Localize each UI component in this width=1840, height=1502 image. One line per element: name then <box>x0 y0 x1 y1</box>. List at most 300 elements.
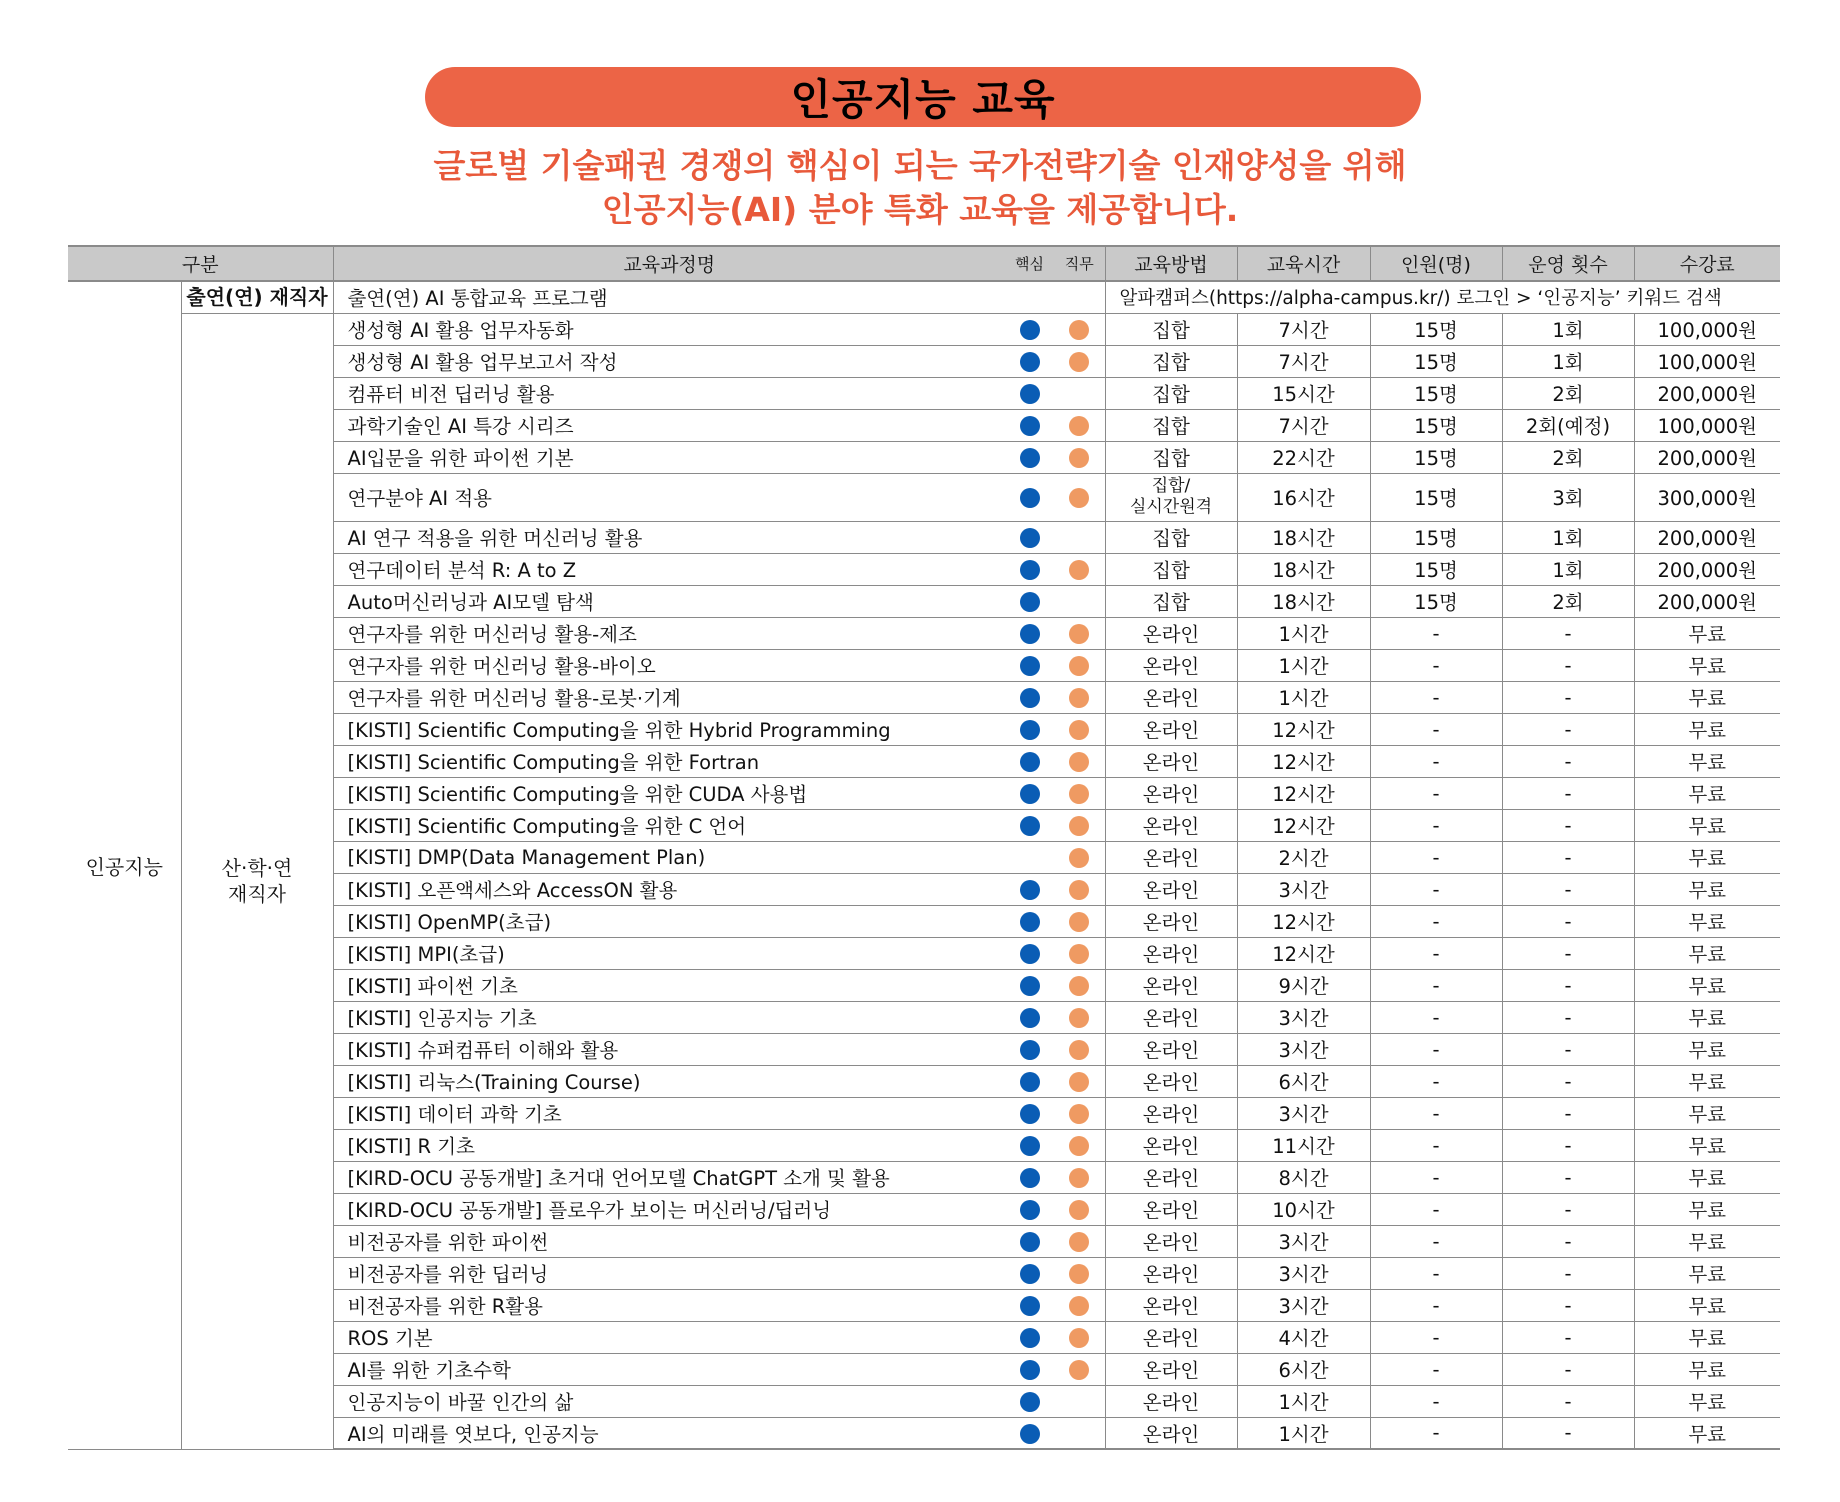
core-dot-icon <box>1020 656 1040 676</box>
job-cell <box>1054 345 1105 377</box>
core-cell <box>1005 809 1054 841</box>
hours-cell: 12시간 <box>1237 937 1370 969</box>
sessions-cell: - <box>1502 1417 1634 1449</box>
core-cell <box>1005 1193 1054 1225</box>
core-cell <box>1005 1353 1054 1385</box>
fee-cell: 무료 <box>1634 905 1780 937</box>
hours-cell: 1시간 <box>1237 681 1370 713</box>
job-dot-icon <box>1069 976 1089 996</box>
core-cell <box>1005 521 1054 553</box>
fee-cell: 무료 <box>1634 649 1780 681</box>
job-dot-icon <box>1069 1072 1089 1092</box>
hours-cell: 18시간 <box>1237 553 1370 585</box>
core-cell <box>1005 473 1054 521</box>
core-cell <box>1005 1033 1054 1065</box>
method-cell: 집합 <box>1105 409 1237 441</box>
hours-cell: 7시간 <box>1237 313 1370 345</box>
method-cell: 온라인 <box>1105 649 1237 681</box>
sessions-cell: 1회 <box>1502 553 1634 585</box>
core-cell <box>1005 649 1054 681</box>
job-cell <box>1054 873 1105 905</box>
fee-cell: 무료 <box>1634 617 1780 649</box>
group-label-industry <box>181 313 333 1449</box>
course-name: 과학기술인 AI 특강 시리즈 <box>333 409 1005 441</box>
fee-cell: 무료 <box>1634 841 1780 873</box>
course-name: 연구자를 위한 머신러닝 활용-로봇·기계 <box>333 681 1005 713</box>
job-cell <box>1054 1193 1105 1225</box>
job-cell <box>1054 553 1105 585</box>
capacity-cell: 15명 <box>1370 441 1502 473</box>
table-row <box>68 313 1780 345</box>
course-name: [KISTI] 오픈액세스와 AccessON 활용 <box>333 873 1005 905</box>
fee-cell: 무료 <box>1634 1193 1780 1225</box>
course-name: 출연(연) AI 통합교육 프로그램 <box>333 281 1005 313</box>
capacity-cell: - <box>1370 969 1502 1001</box>
course-name: ROS 기본 <box>333 1321 1005 1353</box>
capacity-cell: 15명 <box>1370 377 1502 409</box>
method-cell: 온라인 <box>1105 1001 1237 1033</box>
job-dot-icon <box>1069 784 1089 804</box>
job-cell <box>1054 777 1105 809</box>
course-name: [KISTI] R 기초 <box>333 1129 1005 1161</box>
core-cell <box>1005 1385 1054 1417</box>
job-cell <box>1054 1257 1105 1289</box>
course-name: [KISTI] OpenMP(초급) <box>333 905 1005 937</box>
core-dot-icon <box>1020 816 1040 836</box>
fee-cell: 무료 <box>1634 1033 1780 1065</box>
job-dot-icon <box>1069 688 1089 708</box>
fee-cell: 무료 <box>1634 1129 1780 1161</box>
header-job: 직무 <box>1054 246 1105 281</box>
method-cell: 집합 <box>1105 441 1237 473</box>
job-cell <box>1054 905 1105 937</box>
course-name: 연구데이터 분석 R: A to Z <box>333 553 1005 585</box>
fee-cell: 무료 <box>1634 681 1780 713</box>
capacity-cell: - <box>1370 1001 1502 1033</box>
job-dot-icon <box>1069 1104 1089 1124</box>
job-cell <box>1054 1353 1105 1385</box>
sessions-cell: - <box>1502 1129 1634 1161</box>
job-cell <box>1054 745 1105 777</box>
capacity-cell: - <box>1370 1129 1502 1161</box>
capacity-cell: - <box>1370 937 1502 969</box>
hours-cell: 3시간 <box>1237 1001 1370 1033</box>
capacity-cell: - <box>1370 777 1502 809</box>
subtitle-line-2: 인공지능(AI) 분야 특화 교육을 제공합니다. <box>601 190 1239 229</box>
header-fee: 수강료 <box>1634 246 1780 281</box>
method-cell: 온라인 <box>1105 777 1237 809</box>
sessions-cell: - <box>1502 1097 1634 1129</box>
job-dot-icon <box>1069 944 1089 964</box>
fee-cell: 100,000원 <box>1634 313 1780 345</box>
sessions-cell: - <box>1502 777 1634 809</box>
method-cell: 온라인 <box>1105 1417 1237 1449</box>
core-dot-icon <box>1020 488 1040 508</box>
job-cell <box>1054 809 1105 841</box>
capacity-cell: - <box>1370 809 1502 841</box>
hours-cell: 1시간 <box>1237 617 1370 649</box>
job-cell <box>1054 409 1105 441</box>
capacity-cell: 15명 <box>1370 313 1502 345</box>
sessions-cell: - <box>1502 809 1634 841</box>
hours-cell: 4시간 <box>1237 1321 1370 1353</box>
job-dot-icon <box>1069 1264 1089 1284</box>
job-dot-icon <box>1069 1168 1089 1188</box>
capacity-cell: 15명 <box>1370 585 1502 617</box>
hours-cell: 8시간 <box>1237 1161 1370 1193</box>
method-cell: 온라인 <box>1105 1129 1237 1161</box>
fee-cell: 200,000원 <box>1634 377 1780 409</box>
job-dot-icon <box>1069 624 1089 644</box>
core-cell <box>1005 1097 1054 1129</box>
sessions-cell: 2회 <box>1502 441 1634 473</box>
method-cell: 온라인 <box>1105 1225 1237 1257</box>
core-cell <box>1005 1417 1054 1449</box>
header-capacity: 인원(명) <box>1370 246 1502 281</box>
job-cell <box>1054 1161 1105 1193</box>
job-dot-icon <box>1069 560 1089 580</box>
course-name: 연구자를 위한 머신러닝 활용-제조 <box>333 617 1005 649</box>
group-label-line-2: 재직자 <box>228 882 286 906</box>
core-dot-icon <box>1020 688 1040 708</box>
course-name: [KISTI] MPI(초급) <box>333 937 1005 969</box>
core-dot-icon <box>1020 560 1040 580</box>
fee-cell: 무료 <box>1634 873 1780 905</box>
header-hours: 교육시간 <box>1237 246 1370 281</box>
core-dot-icon <box>1020 976 1040 996</box>
header-category: 구분 <box>68 246 333 281</box>
core-dot-icon <box>1020 416 1040 436</box>
fee-cell: 100,000원 <box>1634 409 1780 441</box>
sessions-cell: - <box>1502 937 1634 969</box>
method-cell: 집합 <box>1105 313 1237 345</box>
job-dot-icon <box>1069 720 1089 740</box>
sessions-cell: - <box>1502 1321 1634 1353</box>
core-dot-icon <box>1020 624 1040 644</box>
capacity-cell: - <box>1370 745 1502 777</box>
course-name: [KISTI] 파이썬 기초 <box>333 969 1005 1001</box>
method-cell: 온라인 <box>1105 1065 1237 1097</box>
fee-cell: 무료 <box>1634 969 1780 1001</box>
course-name: 연구분야 AI 적용 <box>333 473 1005 521</box>
capacity-cell: 15명 <box>1370 409 1502 441</box>
sessions-cell: - <box>1502 841 1634 873</box>
core-cell <box>1005 873 1054 905</box>
sessions-cell: - <box>1502 1193 1634 1225</box>
table-row <box>68 281 1780 313</box>
sessions-cell: - <box>1502 1353 1634 1385</box>
course-name: AI를 위한 기초수학 <box>333 1353 1005 1385</box>
sessions-cell: - <box>1502 1257 1634 1289</box>
course-name: 컴퓨터 비전 딥러닝 활용 <box>333 377 1005 409</box>
job-cell <box>1054 441 1105 473</box>
fee-cell: 100,000원 <box>1634 345 1780 377</box>
core-dot-icon <box>1020 352 1040 372</box>
course-name: 비전공자를 위한 파이썬 <box>333 1225 1005 1257</box>
course-name: [KISTI] Scientific Computing을 위한 Fortran <box>333 745 1005 777</box>
core-dot-icon <box>1020 1424 1040 1444</box>
hours-cell: 3시간 <box>1237 1225 1370 1257</box>
hours-cell: 18시간 <box>1237 521 1370 553</box>
capacity-cell: - <box>1370 841 1502 873</box>
hours-cell: 11시간 <box>1237 1129 1370 1161</box>
hours-cell: 1시간 <box>1237 649 1370 681</box>
capacity-cell: - <box>1370 1193 1502 1225</box>
core-cell <box>1005 681 1054 713</box>
core-cell <box>1005 937 1054 969</box>
sessions-cell: - <box>1502 1033 1634 1065</box>
method-cell: 온라인 <box>1105 1033 1237 1065</box>
core-cell <box>1005 377 1054 409</box>
job-dot-icon <box>1069 912 1089 932</box>
course-name: [KISTI] 리눅스(Training Course) <box>333 1065 1005 1097</box>
core-cell <box>1005 713 1054 745</box>
fee-cell: 300,000원 <box>1634 473 1780 521</box>
core-dot-icon <box>1020 1296 1040 1316</box>
method-line-2: 실시간원격 <box>1129 497 1213 517</box>
hours-cell: 3시간 <box>1237 1033 1370 1065</box>
core-cell <box>1005 745 1054 777</box>
course-name: [KISTI] 데이터 과학 기초 <box>333 1097 1005 1129</box>
core-dot-icon <box>1020 1328 1040 1348</box>
capacity-cell: - <box>1370 1385 1502 1417</box>
job-dot-icon <box>1069 1328 1089 1348</box>
course-name: [KISTI] 슈퍼컴퓨터 이해와 활용 <box>333 1033 1005 1065</box>
method-cell: 온라인 <box>1105 1385 1237 1417</box>
capacity-cell: - <box>1370 1097 1502 1129</box>
core-cell <box>1005 841 1054 873</box>
sessions-cell: - <box>1502 1385 1634 1417</box>
method-cell: 온라인 <box>1105 873 1237 905</box>
course-name: 생성형 AI 활용 업무보고서 작성 <box>333 345 1005 377</box>
core-dot-icon <box>1020 720 1040 740</box>
capacity-cell: 15명 <box>1370 473 1502 521</box>
category-main: 인공지능 <box>68 281 181 1449</box>
method-cell: 온라인 <box>1105 617 1237 649</box>
capacity-cell: - <box>1370 1065 1502 1097</box>
job-dot-icon <box>1069 880 1089 900</box>
method-cell: 온라인 <box>1105 1097 1237 1129</box>
fee-cell: 무료 <box>1634 1257 1780 1289</box>
method-cell: 온라인 <box>1105 1321 1237 1353</box>
fee-cell: 무료 <box>1634 1001 1780 1033</box>
hours-cell: 3시간 <box>1237 1257 1370 1289</box>
job-dot-icon <box>1069 416 1089 436</box>
core-dot-icon <box>1020 912 1040 932</box>
header-course: 교육과정명 <box>333 246 1005 281</box>
fee-cell: 무료 <box>1634 809 1780 841</box>
course-name: AI입문을 위한 파이썬 기본 <box>333 441 1005 473</box>
sessions-cell: - <box>1502 1225 1634 1257</box>
subtitle <box>0 144 1840 232</box>
core-dot-icon <box>1020 448 1040 468</box>
core-dot-icon <box>1020 880 1040 900</box>
job-cell <box>1054 313 1105 345</box>
hours-cell: 1시간 <box>1237 1417 1370 1449</box>
core-cell <box>1005 441 1054 473</box>
capacity-cell: - <box>1370 873 1502 905</box>
fee-cell: 무료 <box>1634 937 1780 969</box>
capacity-cell: - <box>1370 1225 1502 1257</box>
core-dot-icon <box>1020 592 1040 612</box>
hours-cell: 10시간 <box>1237 1193 1370 1225</box>
header-method: 교육방법 <box>1105 246 1237 281</box>
job-cell <box>1054 1385 1105 1417</box>
method-line-1: 집합/ <box>1151 476 1191 496</box>
job-cell <box>1054 1065 1105 1097</box>
job-cell <box>1054 1321 1105 1353</box>
course-name: [KIRD-OCU 공동개발] 초거대 언어모델 ChatGPT 소개 및 활용 <box>333 1161 1005 1193</box>
job-dot-icon <box>1069 816 1089 836</box>
job-cell <box>1054 1289 1105 1321</box>
core-cell <box>1005 1321 1054 1353</box>
capacity-cell: 15명 <box>1370 553 1502 585</box>
core-dot-icon <box>1020 1168 1040 1188</box>
sessions-cell: - <box>1502 1065 1634 1097</box>
core-cell <box>1005 345 1054 377</box>
job-cell <box>1054 1129 1105 1161</box>
fee-cell: 200,000원 <box>1634 521 1780 553</box>
job-dot-icon <box>1069 1296 1089 1316</box>
job-dot-icon <box>1069 1200 1089 1220</box>
title-banner <box>425 67 1421 127</box>
method-cell: 온라인 <box>1105 841 1237 873</box>
header-core: 핵심 <box>1005 246 1054 281</box>
course-name: AI의 미래를 엿보다, 인공지능 <box>333 1417 1005 1449</box>
hours-cell: 15시간 <box>1237 377 1370 409</box>
core-dot-icon <box>1020 1392 1040 1412</box>
header-row <box>68 246 1780 281</box>
sessions-cell: - <box>1502 617 1634 649</box>
group-label-researchers: 출연(연) 재직자 <box>181 281 333 313</box>
method-cell: 온라인 <box>1105 1289 1237 1321</box>
core-dot-icon <box>1020 320 1040 340</box>
fee-cell: 무료 <box>1634 1385 1780 1417</box>
core-dot-icon <box>1020 1360 1040 1380</box>
fee-cell: 200,000원 <box>1634 585 1780 617</box>
method-cell: 온라인 <box>1105 969 1237 1001</box>
job-dot-icon <box>1069 488 1089 508</box>
core-cell <box>1005 585 1054 617</box>
hours-cell: 9시간 <box>1237 969 1370 1001</box>
fee-cell: 200,000원 <box>1634 553 1780 585</box>
sessions-cell: - <box>1502 969 1634 1001</box>
hours-cell: 12시간 <box>1237 809 1370 841</box>
method-cell <box>1105 473 1237 521</box>
core-cell <box>1005 617 1054 649</box>
hours-cell: 1시간 <box>1237 1385 1370 1417</box>
method-cell: 집합 <box>1105 553 1237 585</box>
job-cell <box>1054 1225 1105 1257</box>
core-dot-icon <box>1020 1008 1040 1028</box>
course-name: AI 연구 적용을 위한 머신러닝 활용 <box>333 521 1005 553</box>
core-cell <box>1005 1065 1054 1097</box>
method-cell: 집합 <box>1105 585 1237 617</box>
hours-cell: 12시간 <box>1237 777 1370 809</box>
capacity-cell: - <box>1370 681 1502 713</box>
capacity-cell: - <box>1370 1257 1502 1289</box>
job-cell <box>1054 841 1105 873</box>
hours-cell: 2시간 <box>1237 841 1370 873</box>
core-dot-icon <box>1020 1040 1040 1060</box>
sessions-cell: 1회 <box>1502 313 1634 345</box>
course-name: [KIRD-OCU 공동개발] 플로우가 보이는 머신러닝/딥러닝 <box>333 1193 1005 1225</box>
job-cell <box>1054 969 1105 1001</box>
job-cell <box>1054 473 1105 521</box>
job-dot-icon <box>1069 752 1089 772</box>
fee-cell: 200,000원 <box>1634 441 1780 473</box>
course-name: [KISTI] Scientific Computing을 위한 CUDA 사용법 <box>333 777 1005 809</box>
sessions-cell: 3회 <box>1502 473 1634 521</box>
course-name: 생성형 AI 활용 업무자동화 <box>333 313 1005 345</box>
hours-cell: 12시간 <box>1237 905 1370 937</box>
sessions-cell: - <box>1502 1289 1634 1321</box>
job-dot-icon <box>1069 1232 1089 1252</box>
core-cell <box>1005 1001 1054 1033</box>
method-cell: 온라인 <box>1105 745 1237 777</box>
capacity-cell: 15명 <box>1370 345 1502 377</box>
course-name: 비전공자를 위한 R활용 <box>333 1289 1005 1321</box>
method-cell: 온라인 <box>1105 681 1237 713</box>
method-cell: 집합 <box>1105 521 1237 553</box>
capacity-cell: - <box>1370 1161 1502 1193</box>
course-name: Auto머신러닝과 AI모델 탐색 <box>333 585 1005 617</box>
course-name: [KISTI] 인공지능 기초 <box>333 1001 1005 1033</box>
job-cell <box>1054 585 1105 617</box>
sessions-cell: - <box>1502 713 1634 745</box>
course-table <box>68 245 1780 1450</box>
fee-cell: 무료 <box>1634 713 1780 745</box>
hours-cell: 18시간 <box>1237 585 1370 617</box>
course-name: [KISTI] Scientific Computing을 위한 Hybrid Programming <box>333 713 1005 745</box>
sessions-cell: - <box>1502 1001 1634 1033</box>
capacity-cell: - <box>1370 1321 1502 1353</box>
core-cell <box>1005 313 1054 345</box>
hours-cell: 3시간 <box>1237 1289 1370 1321</box>
sessions-cell: - <box>1502 1161 1634 1193</box>
hours-cell: 12시간 <box>1237 713 1370 745</box>
job-cell <box>1054 713 1105 745</box>
job-dot-icon <box>1069 656 1089 676</box>
sessions-cell: - <box>1502 649 1634 681</box>
job-cell <box>1054 649 1105 681</box>
fee-cell: 무료 <box>1634 1161 1780 1193</box>
core-dot-icon <box>1020 1200 1040 1220</box>
sessions-cell: - <box>1502 745 1634 777</box>
capacity-cell: - <box>1370 617 1502 649</box>
method-cell: 집합 <box>1105 345 1237 377</box>
method-cell: 집합 <box>1105 377 1237 409</box>
core-cell <box>1005 553 1054 585</box>
core-cell <box>1005 777 1054 809</box>
method-cell: 온라인 <box>1105 1353 1237 1385</box>
core-dot-icon <box>1020 752 1040 772</box>
hours-cell: 6시간 <box>1237 1065 1370 1097</box>
hours-cell: 3시간 <box>1237 873 1370 905</box>
fee-cell: 무료 <box>1634 1225 1780 1257</box>
sessions-cell: 1회 <box>1502 345 1634 377</box>
core-cell <box>1005 1129 1054 1161</box>
job-cell <box>1054 681 1105 713</box>
capacity-cell: - <box>1370 1353 1502 1385</box>
method-cell: 온라인 <box>1105 809 1237 841</box>
job-cell <box>1054 521 1105 553</box>
fee-cell: 무료 <box>1634 1417 1780 1449</box>
method-cell: 온라인 <box>1105 1193 1237 1225</box>
table-body <box>68 281 1780 1449</box>
fee-cell: 무료 <box>1634 1353 1780 1385</box>
capacity-cell: 15명 <box>1370 521 1502 553</box>
